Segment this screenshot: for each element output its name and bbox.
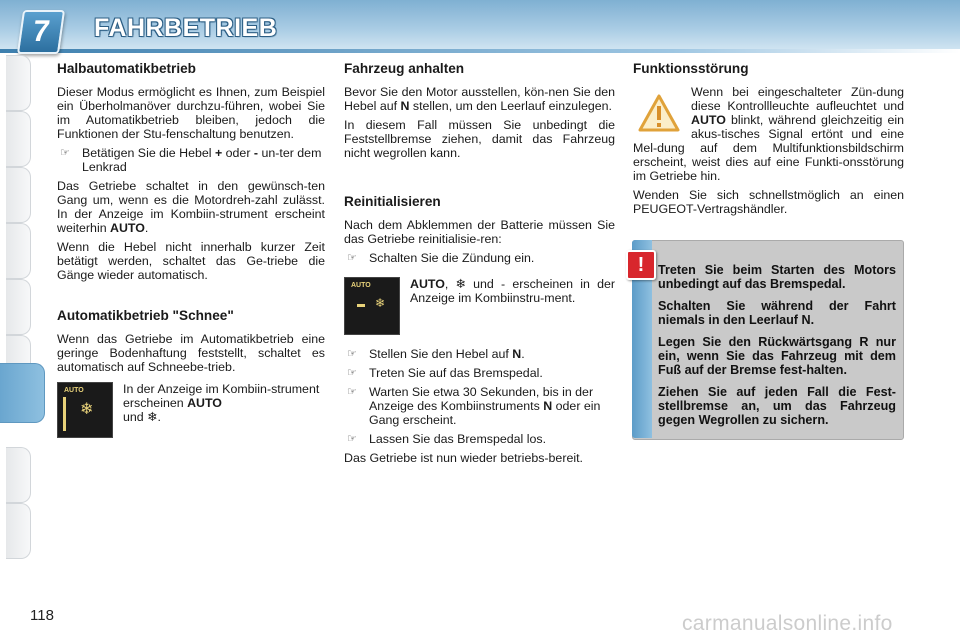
warning-paragraph: Treten Sie beim Starten des Motors unbedingt auf das Bremspedal.: [658, 263, 896, 291]
indicator-caption: AUTO, ❄ und - erscheinen in der Anzeige im Kombiinstru-ment.: [410, 277, 615, 305]
list-item: [344, 251, 615, 265]
chapter-tab-9[interactable]: [6, 503, 31, 559]
list-item-text: Stellen Sie den Hebel auf N.: [369, 347, 525, 361]
malfunction-block: [633, 85, 904, 216]
heading-schnee: Automatikbetrieb "Schnee": [57, 308, 234, 323]
paragraph: Das Getriebe ist nun wieder betriebs-bereit.: [344, 451, 583, 465]
chapter-tab-3[interactable]: [6, 167, 31, 223]
heading-reinitialisieren: Reinitialisieren: [344, 194, 441, 209]
pointing-hand-icon: ☞: [347, 433, 357, 445]
column-middle: [344, 62, 615, 470]
indicator-auto-label: AUTO: [64, 387, 84, 394]
paragraph: Bevor Sie den Motor ausstellen, kön-nen Sie den Hebel auf N stellen, um den Leerlauf einzulegen.: [344, 85, 615, 113]
list-item: [344, 432, 615, 446]
paragraph: Das Getriebe schaltet in den gewünsch-ten Gang um, wenn es die Motordreh-zahl zulässt. In der Anzeige im Kombiin-strument erscheint weiterhin AUTO.: [57, 179, 325, 235]
list-item-text: Treten Sie auf das Bremspedal.: [369, 366, 543, 380]
warning-triangle-icon: [637, 93, 681, 133]
page-number: 118: [30, 607, 54, 624]
pointing-hand-icon: ☞: [347, 348, 357, 360]
indicator-caption: In der Anzeige im Kombiin-strument erscheinen AUTO und ❄.: [123, 382, 320, 424]
warning-paragraph: Ziehen Sie auf jeden Fall die Fest-stellbremse an, um das Fahrzeug gegen Wegrollen zu sichern.: [658, 385, 896, 427]
heading-fahrzeug-anhalten: Fahrzeug anhalten: [344, 61, 465, 76]
paragraph: Wenn die Hebel nicht innerhalb kurzer Zeit betätigt werden, schaltet das Ge-triebe die Gänge wieder automatisch.: [57, 240, 325, 282]
chapter-tab-4[interactable]: [6, 223, 31, 279]
snowflake-icon: ❄: [375, 296, 386, 310]
indicator-auto-label: AUTO: [351, 282, 371, 289]
exclamation-icon: !: [626, 250, 656, 280]
column-right: [633, 62, 904, 221]
list-item: [344, 385, 615, 427]
indicator-bar: [63, 397, 66, 431]
list-item: [344, 347, 615, 361]
chapter-tab-7-active[interactable]: [0, 363, 45, 423]
chapter-title: FAHRBETRIEB: [94, 14, 278, 42]
header-divider: [0, 49, 960, 53]
pointing-hand-icon: ☞: [347, 386, 357, 398]
chapter-tab-1[interactable]: [6, 55, 31, 111]
list-item: [57, 146, 325, 174]
warning-paragraph: Legen Sie den Rückwärtsgang R nur ein, wenn Sie das Fahrzeug mit dem Fuß auf der Bremse fest-halten.: [658, 335, 896, 377]
paragraph: Nach dem Abklemmen der Batterie müssen Sie das Getriebe reinitialisie-ren:: [344, 218, 615, 246]
chapter-tab-2[interactable]: [6, 111, 31, 167]
pointing-hand-icon: ☞: [347, 252, 357, 264]
reinit-indicator: [344, 277, 400, 335]
chapter-tab-5[interactable]: [6, 279, 31, 335]
list-item-text: Schalten Sie die Zündung ein.: [369, 251, 535, 265]
watermark: carmanualsonline.info: [682, 612, 893, 635]
pointing-hand-icon: ☞: [60, 147, 70, 159]
list-item-text: Warten Sie etwa 30 Sekunden, bis in der Anzeige des Kombiinstruments N oder ein Gang erscheint.: [369, 385, 601, 427]
list-item: [344, 366, 615, 380]
pointing-hand-icon: ☞: [347, 367, 357, 379]
chapter-number-badge: 7: [17, 10, 65, 54]
list-item-text: Lassen Sie das Bremspedal los.: [369, 432, 547, 446]
warning-paragraph: Schalten Sie während der Fahrt niemals in den Leerlauf N.: [658, 299, 896, 327]
snow-mode-indicator: [57, 382, 113, 438]
chapter-tab-8[interactable]: [6, 447, 31, 503]
paragraph: Wenn bei eingeschalteter Zün-dung diese Kontrollleuchte aufleuchtet und AUTO blinkt, während gleichzeitig ein akus-tisches Signal ertönt und eine Mel-dung auf dem Multifunktionsbildschirm erscheint, weist dies auf eine Funkti-onsstörung im Getriebe hin.: [633, 85, 904, 183]
chapter-tab-rail: [0, 55, 34, 575]
heading-funktionsstoerung: Funktionsstörung: [633, 61, 749, 76]
paragraph: Dieser Modus ermöglicht es Ihnen, zum Beispiel ein Überholmanöver durchzu-führen, wobei Sie im Automatikbetrieb bleiben, jedoch die Funktionen der Stu-fenschaltung benutzen.: [57, 85, 325, 141]
warning-text: [658, 263, 896, 435]
paragraph: Wenden Sie sich schnellstmöglich an einen PEUGEOT-Vertragshändler.: [633, 188, 904, 216]
dash-icon: [357, 304, 365, 307]
paragraph: Wenn das Getriebe im Automatikbetrieb eine geringe Bodenhaftung feststellt, schaltet es automatisch auf Schneebe-trieb.: [57, 332, 325, 374]
heading-halbautomatik: Halbautomatikbetrieb: [57, 61, 196, 76]
paragraph: In diesem Fall müssen Sie unbedingt die Feststellbremse ziehen, damit das Fahrzeug nicht wegrollen kann.: [344, 118, 615, 160]
snowflake-icon: ❄: [80, 401, 94, 418]
column-left: [57, 62, 325, 438]
list-item-text: Betätigen Sie die Hebel + oder - un-ter dem Lenkrad: [82, 146, 322, 174]
